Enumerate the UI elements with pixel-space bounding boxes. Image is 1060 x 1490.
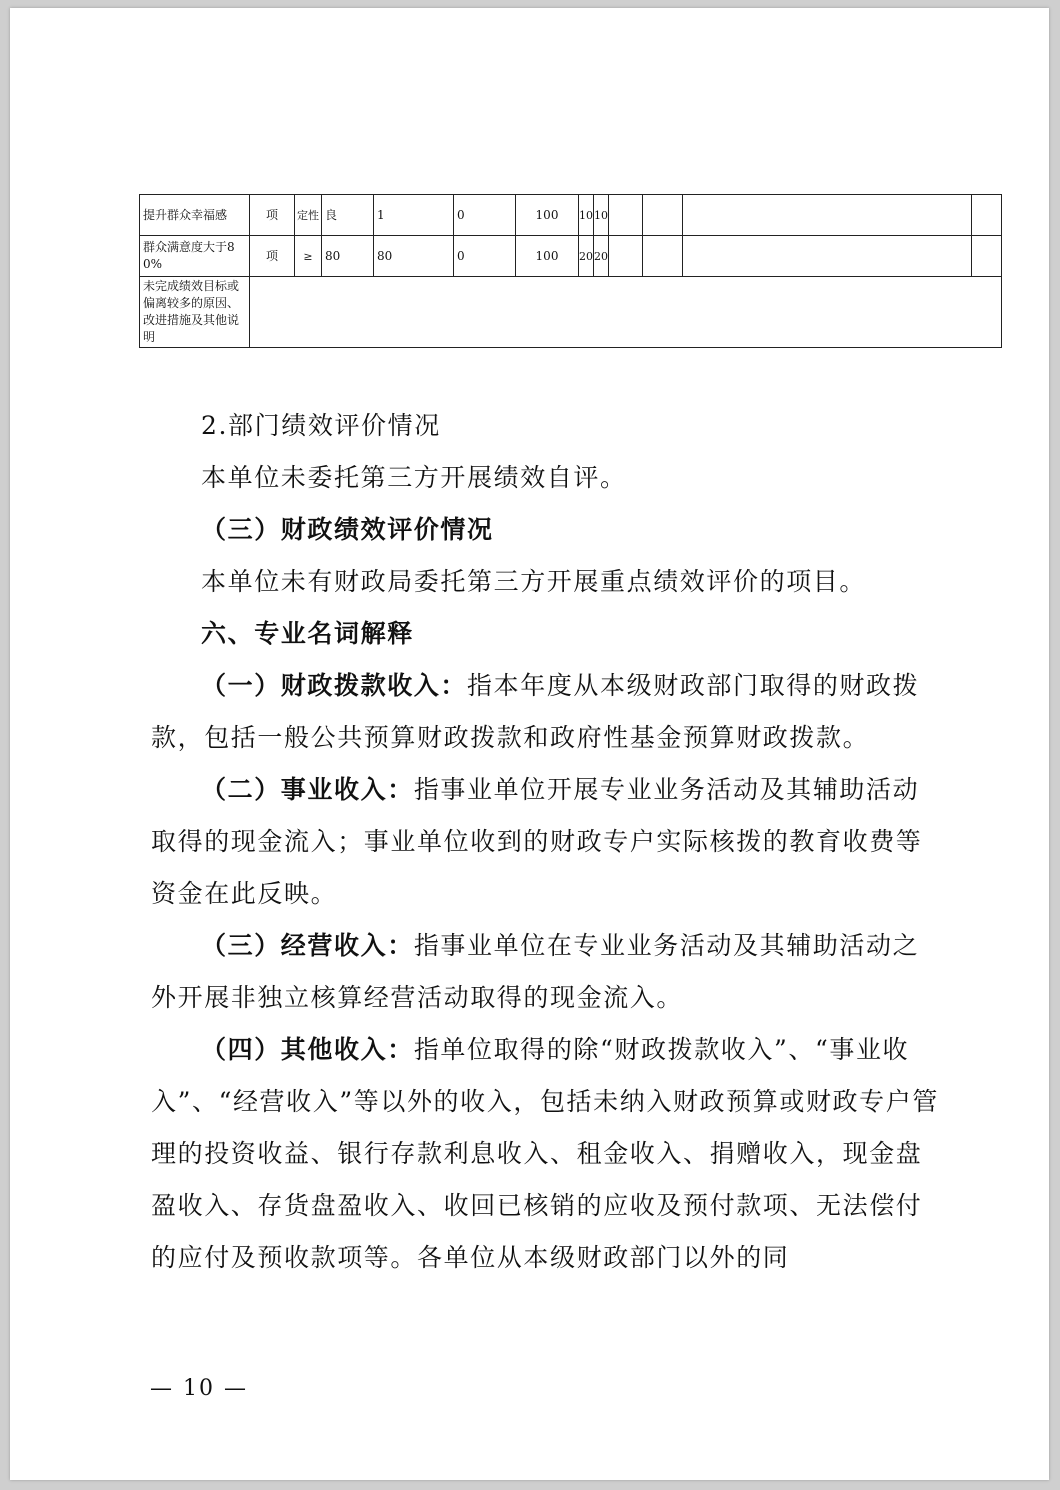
target-cell: 80 (322, 236, 374, 277)
empty-cell (609, 236, 643, 277)
section-heading-text: （三）财政绩效评价情况 (201, 515, 494, 544)
definition-paragraph (151, 764, 941, 920)
empty-cell (972, 195, 1002, 236)
empty-cell (972, 236, 1002, 277)
deviation-cell: 0 (454, 236, 516, 277)
definition-paragraph (151, 660, 941, 764)
note-label-cell: 未完成绩效目标或偏离较多的原因、改进措施及其他说明 (140, 277, 250, 348)
target-cell: 良 (322, 195, 374, 236)
section-heading-text: 六、专业名词解释 (201, 619, 414, 648)
weight-cell: 100 (516, 195, 579, 236)
empty-cell (643, 236, 683, 277)
empty-cell (609, 195, 643, 236)
table-row (140, 277, 1002, 348)
deviation-cell: 0 (454, 195, 516, 236)
page-number: — 10 — (150, 1376, 248, 1401)
weight-cell: 100 (516, 236, 579, 277)
empty-cell (683, 195, 972, 236)
definition: 指事业单位在专业业务活动及其辅助活动之外开展非独立核算经营活动取得的现金流入。 (151, 931, 920, 1012)
document-body (151, 400, 941, 1284)
empty-cell (643, 195, 683, 236)
definition-paragraph (151, 1024, 941, 1284)
type-cell: ≥ (295, 236, 322, 277)
unit-cell: 项 (250, 195, 295, 236)
paragraph: 本单位未有财政局委托第三方开展重点绩效评价的项目。 (201, 567, 867, 596)
score-cell: 10 (594, 195, 609, 236)
paragraph: 本单位未委托第三方开展绩效自评。 (201, 463, 627, 492)
term: （三）经营收入： (201, 931, 414, 960)
performance-table (139, 194, 1002, 348)
indicator-cell: 群众满意度大于80% (140, 236, 250, 277)
score-cell: 20 (594, 236, 609, 277)
empty-cell (683, 236, 972, 277)
section-heading: 2.部门绩效评价情况 (201, 411, 441, 440)
score-cell: 20 (579, 236, 594, 277)
definition-paragraph (151, 920, 941, 1024)
type-cell: 定性 (295, 195, 322, 236)
section-heading (151, 504, 941, 556)
document-page (10, 8, 1049, 1480)
table-row (140, 236, 1002, 277)
definition: 指本年度从本级财政部门取得的财政拨款，包括一般公共预算财政拨款和政府性基金预算财政拨款。 (151, 671, 920, 752)
unit-cell: 项 (250, 236, 295, 277)
term: （一）财政拨款收入： (201, 671, 468, 700)
section-heading (151, 608, 941, 660)
term: （二）事业收入： (201, 775, 414, 804)
term: （四）其他收入： (201, 1035, 414, 1064)
indicator-cell: 提升群众幸福感 (140, 195, 250, 236)
actual-cell: 1 (374, 195, 454, 236)
table-row (140, 195, 1002, 236)
score-cell: 10 (579, 195, 594, 236)
definition: 指事业单位开展专业业务活动及其辅助活动取得的现金流入；事业单位收到的财政专户实际核拨的教育收费等资金在此反映。 (151, 775, 923, 908)
actual-cell: 80 (374, 236, 454, 277)
definition: 指单位取得的除“财政拨款收入”、“事业收入”、“经营收入”等以外的收入，包括未纳入财政预算或财政专户管理的投资收益、银行存款利息收入、租金收入、捐赠收入，现金盘盈收入、存货盘盈收入、收回已核销的应收及预付款项、无法偿付的应付及预收款项等。各单位从本级财政部门以外的同 (151, 1035, 939, 1272)
note-content-cell (250, 277, 1002, 348)
